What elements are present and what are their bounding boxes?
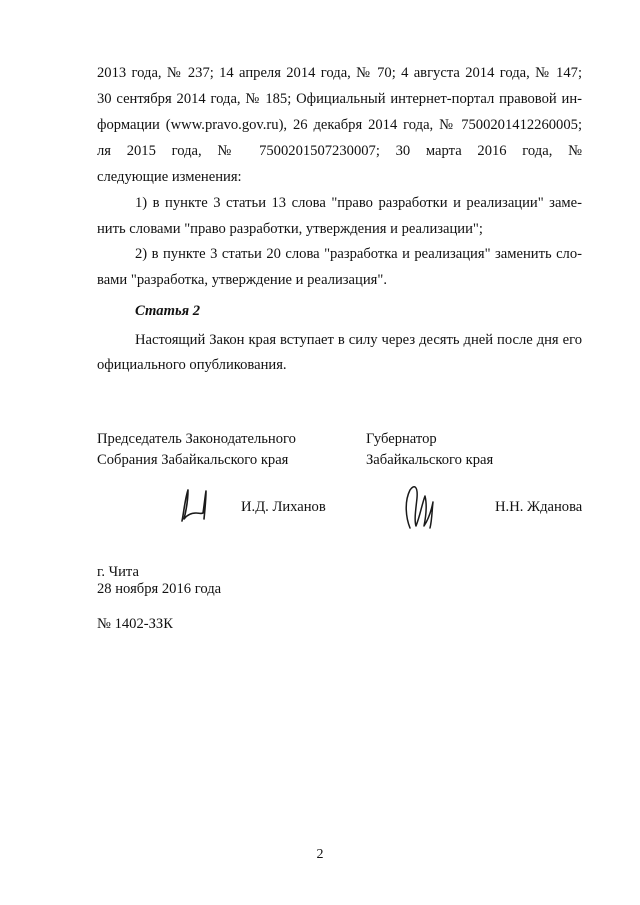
- chairman-title-line-2: Собрания Забайкальского края: [97, 452, 289, 468]
- governor-title-line-1: Губернатор: [366, 431, 437, 447]
- governor-title: [366, 429, 493, 471]
- item-1-line-2: нить словами "право разработки, утверждения и реализации";: [97, 221, 483, 237]
- chairman-name: И.Д. Лиханов: [241, 499, 326, 515]
- signing-date: 28 ноября 2016 года: [97, 581, 222, 597]
- article-2-line-1: Настоящий Закон края вступает в силу через десять дней после дня его: [135, 332, 582, 348]
- item-2-line-1: 2) в пункте 3 статьи 20 слова "разработка и реализация" заменить сло-: [135, 246, 582, 262]
- article-2-heading: Статья 2: [135, 303, 201, 319]
- intro-line-4: ля 2015 года, № 7500201507230007; 30 марта 2016 года, №: [97, 143, 582, 159]
- governor-title-line-2: Забайкальского края: [366, 452, 494, 468]
- chairman-title: [97, 429, 296, 471]
- governor-signature: [400, 480, 440, 534]
- intro-line-5: следующие изменения:: [97, 169, 242, 185]
- item-2-line-2: вами "разработка, утверждение и реализация".: [97, 272, 387, 288]
- item-1-line-1: 1) в пункте 3 статьи 13 слова "право разработки и реализации" заме-: [135, 195, 582, 211]
- chairman-signature: [172, 485, 216, 527]
- intro-line-3: формации (www.pravo.gov.ru), 26 декабря 2014 года, № 7500201412260005;: [97, 117, 582, 133]
- article-2-line-2: официального опубликования.: [97, 357, 287, 373]
- intro-line-1: 2013 года, № 237; 14 апреля 2014 года, № 70; 4 августа 2014 года, № 147;: [97, 65, 582, 81]
- city: г. Чита: [97, 564, 139, 580]
- intro-line-2: 30 сентября 2014 года, № 185; Официальный интернет-портал правовой ин-: [97, 91, 582, 107]
- governor-name: Н.Н. Жданова: [495, 499, 583, 515]
- chairman-title-line-1: Председатель Законодательного: [97, 431, 296, 447]
- law-number: № 1402-ЗЗК: [97, 616, 173, 632]
- page-number: 2: [316, 847, 324, 862]
